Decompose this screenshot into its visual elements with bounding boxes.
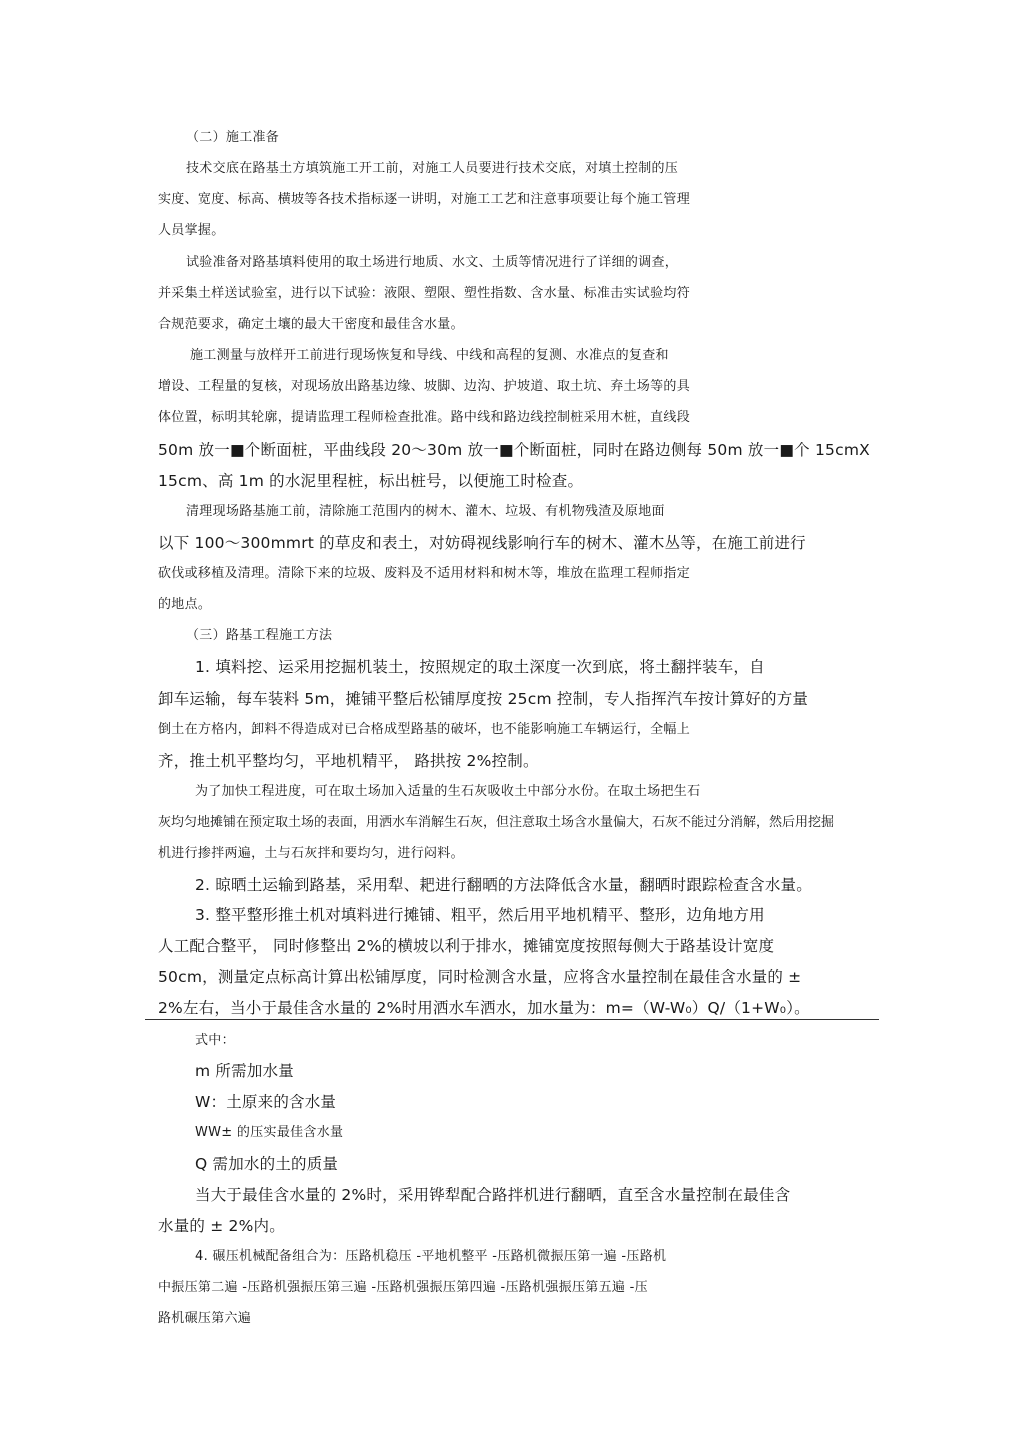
paragraph-line: 合规范要求，确定土壤的最大干密度和最佳含水量。 — [158, 317, 464, 332]
paragraph-line: 当大于最佳含水量的 2%时，采用铧犁配合路拌机进行翻晒，直至含水量控制在最佳含 — [195, 1186, 791, 1204]
paragraph-line: 灰均匀地摊铺在预定取土场的表面，用洒水车消解生石灰，但注意取土场含水量偏大，石灰不能过分消解，然后用挖掘 — [158, 815, 835, 830]
paragraph-line: 卸车运输，每车装料 5m，摊铺平整后松铺厚度按 25cm 控制，专人指挥汽车按计算好的方量 — [158, 690, 809, 708]
variable-definition: m 所需加水量 — [195, 1062, 294, 1080]
paragraph-line: 50cm，测量定点标高计算出松铺厚度，同时检测含水量，应将含水量控制在最佳含水量的 ± — [158, 968, 802, 986]
section-heading: （三）路基工程施工方法 — [186, 628, 333, 643]
paragraph-line: 清理现场路基施工前，清除施工范围内的树木、灌木、垃圾、有机物残渣及原地面 — [186, 504, 665, 519]
paragraph-line: 倒土在方格内，卸料不得造成对已合格成型路基的破坏，也不能影响施工车辆运行，全幅上 — [158, 722, 691, 737]
paragraph-line: 水量的 ± 2%内。 — [158, 1217, 285, 1235]
paragraph-line: 人工配合整平， 同时修整出 2%的横坡以利于排水，摊铺宽度按照每侧大于路基设计宽度 — [158, 937, 775, 955]
paragraph-line: 4. 碾压机械配备组合为：压路机稳压 -平地机整平 -压路机微振压第一遍 -压路机 — [195, 1249, 667, 1264]
paragraph-line: 路机碾压第六遍 — [158, 1311, 252, 1326]
paragraph-line: 1. 填料挖、运采用挖掘机装土，按照规定的取土深度一次到底，将土翻拌装车，自 — [195, 658, 765, 676]
paragraph-line: 机进行掺拌两遍，土与石灰拌和要均匀，进行闷料。 — [158, 846, 464, 861]
divider-line — [145, 1019, 879, 1020]
paragraph-line: 的地点。 — [158, 597, 212, 612]
formula-line: 2%左右，当小于最佳含水量的 2%时用洒水车洒水，加水量为：m=（W-W₀）Q/（1+W₀）。 — [158, 999, 810, 1017]
paragraph-line: 试验准备对路基填料使用的取土场进行地质、水文、土质等情况进行了详细的调查， — [186, 255, 679, 270]
paragraph-line: 人员掌握。 — [158, 223, 225, 238]
paragraph-line: 为了加快工程进度，可在取土场加入适量的生石灰吸收土中部分水份。在取土场把生石 — [195, 784, 701, 799]
formula-label: 式中： — [195, 1033, 235, 1048]
paragraph-line: 50m 放一■个断面桩，平曲线段 20～30m 放一■个断面桩，同时在路边侧每 50m 放一■个 15cmX — [158, 441, 870, 459]
paragraph-line: 施工测量与放样开工前进行现场恢复和导线、中线和高程的复测、水准点的复查和 — [190, 348, 669, 363]
paragraph-line: 3. 整平整形推土机对填料进行摊铺、粗平，然后用平地机精平、整形，边角地方用 — [195, 906, 765, 924]
paragraph-line: 砍伐或移植及清理。清除下来的垃圾、废料及不适用材料和树木等，堆放在监理工程师指定 — [158, 566, 691, 581]
paragraph-line: 齐，推土机平整均匀，平地机精平， 路拱按 2%控制。 — [158, 752, 539, 770]
paragraph-line: 以下 100～300mmrt 的草皮和表土，对妨碍视线影响行车的树木、灌木丛等，在施工前进行 — [158, 534, 806, 552]
paragraph-line: 体位置，标明其轮廓，提请监理工程师检查批准。路中线和路边线控制桩采用木桩，直线段 — [158, 410, 691, 425]
variable-definition: WW± 的压实最佳含水量 — [195, 1125, 344, 1140]
section-heading: （二）施工准备 — [186, 130, 280, 145]
paragraph-line: 2. 晾晒土运输到路基，采用犁、耙进行翻晒的方法降低含水量，翻晒时跟踪检查含水量。 — [195, 876, 812, 894]
variable-definition: Q 需加水的土的质量 — [195, 1155, 339, 1173]
paragraph-line: 实度、宽度、标高、横坡等各技术指标逐一讲明，对施工工艺和注意事项要让每个施工管理 — [158, 192, 691, 207]
variable-definition: W：土原来的含水量 — [195, 1093, 337, 1111]
paragraph-line: 增设、工程量的复核，对现场放出路基边缘、坡脚、边沟、护坡道、取土坑、弃土场等的具 — [158, 379, 691, 394]
paragraph-line: 15cm、高 1m 的水泥里程桩，标出桩号，以便施工时检查。 — [158, 472, 584, 490]
paragraph-line: 技术交底在路基土方填筑施工开工前，对施工人员要进行技术交底，对填土控制的压 — [186, 161, 679, 176]
paragraph-line: 中振压第二遍 -压路机强振压第三遍 -压路机强振压第四遍 -压路机强振压第五遍 -压 — [158, 1280, 648, 1295]
paragraph-line: 并采集土样送试验室，进行以下试验：液限、塑限、塑性指数、含水量、标准击实试验均符 — [158, 286, 691, 301]
